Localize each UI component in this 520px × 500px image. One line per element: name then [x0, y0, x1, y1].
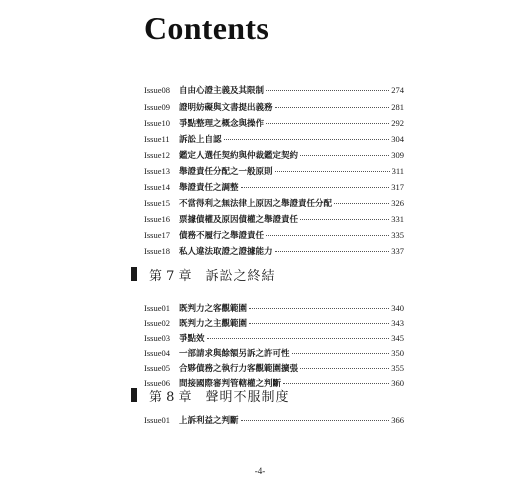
toc-page-number: 304 — [391, 134, 404, 144]
toc-page-number: 292 — [391, 118, 404, 128]
toc-entry[interactable] — [144, 83, 404, 97]
toc-issue-number: Issue15 — [144, 198, 170, 208]
chapter-title: 聲明不服制度 — [205, 389, 290, 405]
dot-leader — [300, 155, 389, 156]
toc-entry-title: 債務不履行之舉證責任 — [179, 231, 265, 241]
toc-entry-title: 訴訟上自認 — [179, 135, 222, 145]
toc-entry[interactable] — [144, 301, 404, 315]
dot-leader — [275, 251, 390, 252]
toc-issue-number: Issue13 — [144, 166, 170, 176]
toc-entry-title: 鑑定人選任契約與仲裁鑑定契約 — [179, 151, 299, 161]
dot-leader — [275, 107, 390, 108]
chapter-title: 訴訟之終結 — [205, 268, 276, 284]
toc-entry[interactable] — [144, 132, 404, 146]
toc-entry[interactable] — [144, 212, 404, 226]
toc-entry-title: 證明妨礙與文書提出義務 — [179, 103, 273, 113]
toc-page-number: 309 — [391, 150, 404, 160]
dot-leader — [300, 368, 389, 369]
toc-issue-number: Issue14 — [144, 182, 170, 192]
toc-page-number: 355 — [391, 363, 404, 373]
toc-page-number: 317 — [391, 182, 404, 192]
dot-leader — [292, 353, 390, 354]
toc-entry-title: 間接國際審判管轄權之判斷 — [179, 379, 282, 389]
dot-leader — [224, 139, 390, 140]
toc-issue-number: Issue18 — [144, 246, 170, 256]
toc-page-number: 343 — [391, 318, 404, 328]
toc-page-number: 331 — [391, 214, 404, 224]
chapter-heading[interactable] — [131, 264, 276, 284]
toc-page-number: 366 — [391, 415, 404, 425]
toc-entry-title: 爭點整理之概念與操作 — [179, 119, 265, 129]
toc-entry[interactable] — [144, 244, 404, 258]
dot-leader — [334, 203, 389, 204]
dot-leader — [266, 90, 389, 91]
toc-entry-title: 自由心證主義及其限制 — [179, 86, 265, 96]
chapter-heading[interactable] — [131, 385, 290, 405]
chapter-marker — [131, 388, 137, 402]
toc-issue-number: Issue03 — [144, 333, 170, 343]
toc-page-number: 335 — [391, 230, 404, 240]
toc-page-number: 311 — [391, 166, 404, 176]
dot-leader — [249, 308, 389, 309]
toc-entry-title: 既判力之客觀範圍 — [179, 304, 248, 314]
chapter-number: 第 8 章 — [149, 389, 192, 405]
toc-issue-number: Issue02 — [144, 318, 170, 328]
toc-entry-title: 合夥債務之執行力客觀範圍擴張 — [179, 364, 299, 374]
dot-leader — [266, 123, 389, 124]
toc-page-number: 281 — [391, 102, 404, 112]
toc-issue-number: Issue01 — [144, 415, 170, 425]
toc-page-number: 326 — [391, 198, 404, 208]
toc-entry-title: 上訴利益之判斷 — [179, 416, 239, 426]
toc-entry[interactable] — [144, 413, 404, 427]
toc-issue-number: Issue09 — [144, 102, 170, 112]
toc-entry-title: 爭點效 — [179, 334, 205, 344]
toc-entry[interactable] — [144, 316, 404, 330]
dot-leader — [275, 171, 390, 172]
chapter-marker — [131, 267, 137, 281]
dot-leader — [300, 219, 389, 220]
toc-issue-number: Issue10 — [144, 118, 170, 128]
toc-issue-number: Issue08 — [144, 85, 170, 95]
toc-entry[interactable] — [144, 148, 404, 162]
dot-leader — [249, 323, 389, 324]
toc-page-number: 350 — [391, 348, 404, 358]
toc-entry[interactable] — [144, 196, 404, 210]
toc-entry[interactable] — [144, 180, 404, 194]
page-number-footer: -4- — [254, 466, 266, 476]
toc-page-number: 274 — [391, 85, 404, 95]
toc-page-number: 360 — [391, 378, 404, 388]
toc-page-number: 340 — [391, 303, 404, 313]
dot-leader — [241, 187, 390, 188]
toc-entry[interactable] — [144, 361, 404, 375]
chapter-number: 第 7 章 — [149, 268, 192, 284]
toc-issue-number: Issue06 — [144, 378, 170, 388]
dot-leader — [241, 420, 390, 421]
toc-page-number: 345 — [391, 333, 404, 343]
toc-entry-title: 舉證責任分配之一般原則 — [179, 167, 273, 177]
toc-entry[interactable] — [144, 331, 404, 345]
toc-issue-number: Issue05 — [144, 363, 170, 373]
toc-page-number: 337 — [391, 246, 404, 256]
toc-issue-number: Issue04 — [144, 348, 170, 358]
toc-entry-title: 不當得利之無法律上原因之舉證責任分配 — [179, 199, 333, 209]
toc-issue-number: Issue16 — [144, 214, 170, 224]
toc-entry-title: 舉證責任之調整 — [179, 183, 239, 193]
toc-entry[interactable] — [144, 346, 404, 360]
toc-entry[interactable] — [144, 228, 404, 242]
dot-leader — [283, 383, 389, 384]
toc-entry-title: 一部請求與餘額另訴之許可性 — [179, 349, 290, 359]
dot-leader — [266, 235, 389, 236]
toc-entry[interactable] — [144, 116, 404, 130]
toc-entry-title: 私人違法取證之證據能力 — [179, 247, 273, 257]
toc-issue-number: Issue01 — [144, 303, 170, 313]
dot-leader — [207, 338, 390, 339]
toc-issue-number: Issue17 — [144, 230, 170, 240]
toc-entry[interactable] — [144, 164, 404, 178]
toc-issue-number: Issue12 — [144, 150, 170, 160]
toc-entry-title: 既判力之主觀範圍 — [179, 319, 248, 329]
toc-entry[interactable] — [144, 100, 404, 114]
toc-entry-title: 票據債權及原因債權之舉證責任 — [179, 215, 299, 225]
page-title: Contents — [144, 10, 270, 46]
toc-issue-number: Issue11 — [144, 134, 170, 144]
